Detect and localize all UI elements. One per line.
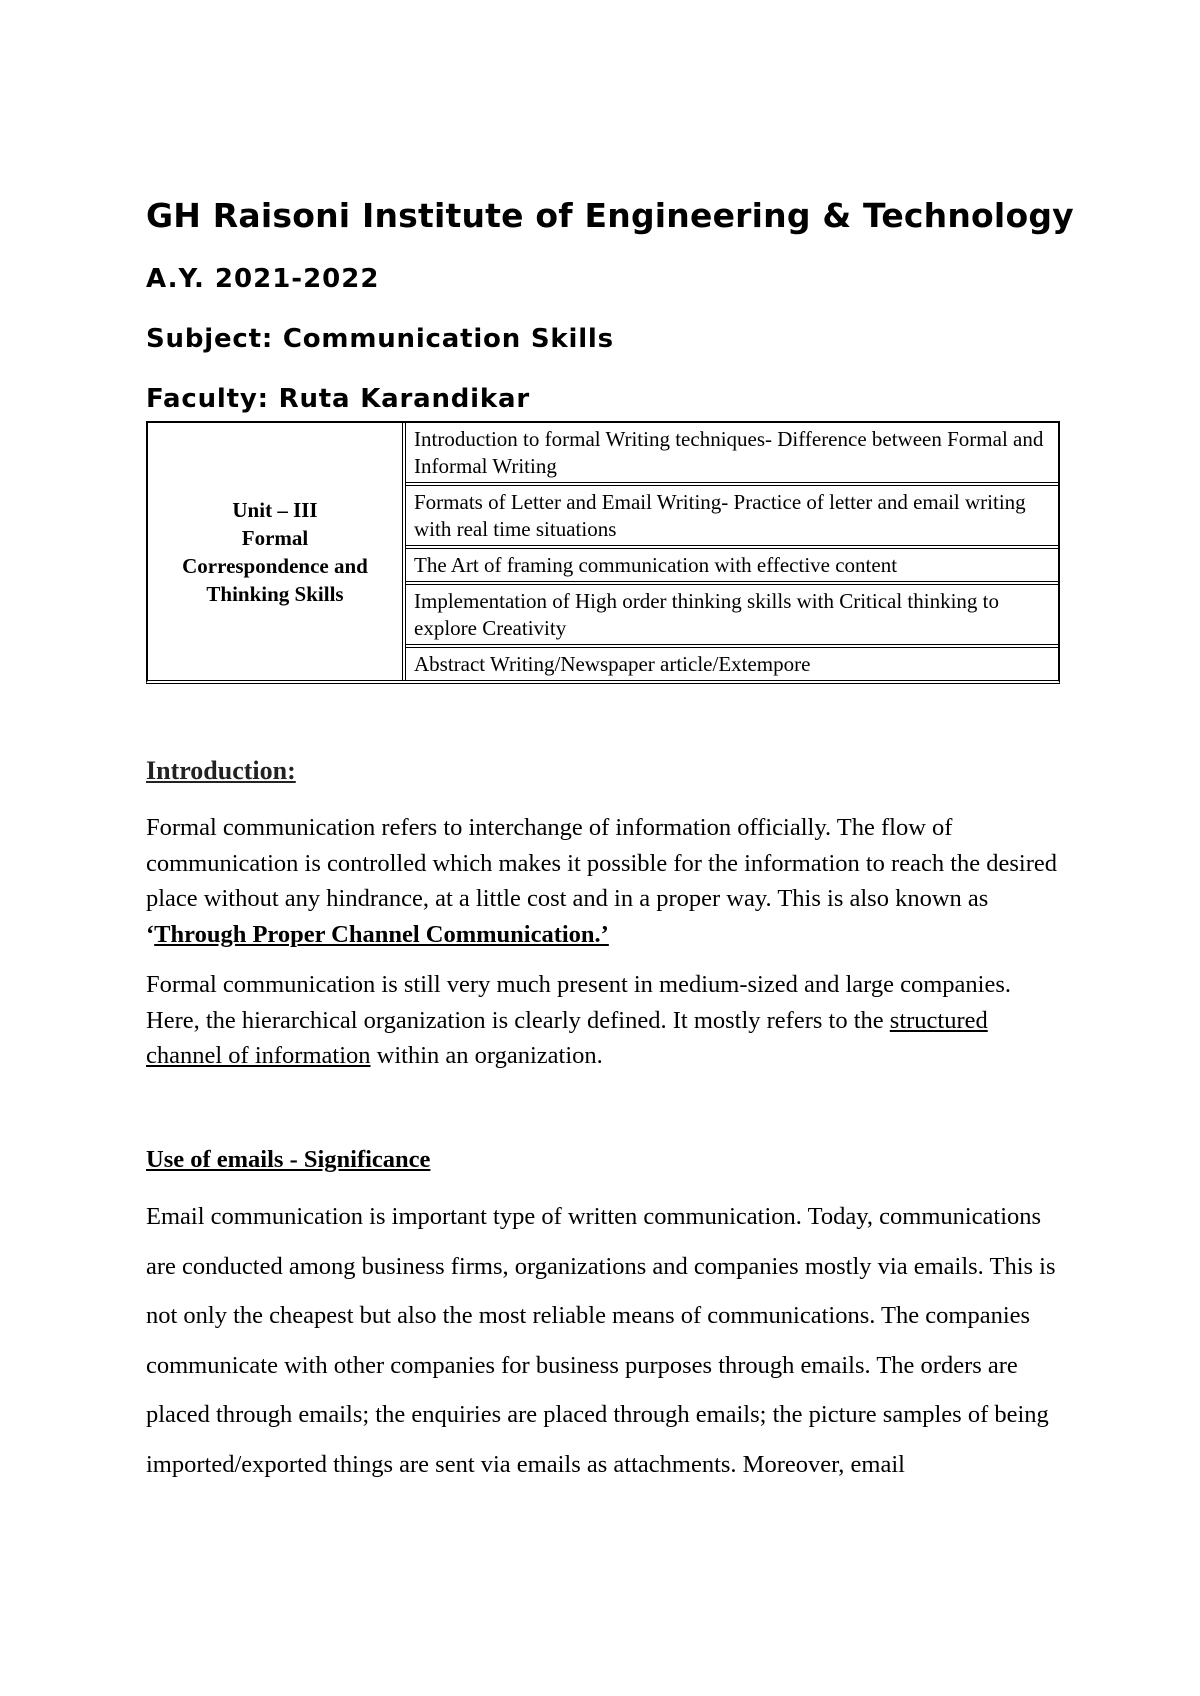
introduction-paragraph-1 — [146, 810, 1066, 952]
paragraph-text: Formal communication is still very much present in medium-sized and large companies. Here, the hierarchical organization is clearly defined. It mostly refers to the — [146, 971, 1012, 1034]
quote-mark: ‘ — [146, 920, 155, 948]
topic-cell: The Art of framing communication with effective content — [406, 549, 1058, 585]
paragraph-text: within an organization. — [370, 1042, 603, 1069]
introduction-paragraph-2 — [146, 967, 1066, 1074]
subject-line: Subject: Communication Skills — [146, 324, 614, 354]
topic-cell: Formats of Letter and Email Writing- Practice of letter and email writing with real time situations — [406, 486, 1058, 549]
table-row — [148, 423, 1058, 486]
academic-year: A.Y. 2021-2022 — [146, 264, 380, 294]
topic-cell: Introduction to formal Writing techniques- Difference between Formal and Informal Writing — [406, 423, 1058, 486]
unit-name-line: Formal — [241, 525, 309, 550]
emails-paragraph: Email communication is important type of written communication. Today, communications are conducted among business firms, organizations and companies mostly via emails. This is not only the cheapest but also the most reliable means of communications. The companies communicate with other companies for business purposes through emails. The orders are placed through emails; the enquiries are placed through emails; the picture samples of being imported/exported things are sent via emails as attachments. Moreover, email — [146, 1203, 1056, 1478]
emails-section-heading: Use of emails - Significance — [146, 1146, 431, 1173]
underlined-phrase: structured channel of information — [146, 1006, 988, 1069]
unit-number: Unit – III — [232, 497, 318, 522]
introduction-heading: Introduction: — [146, 756, 296, 785]
highlight-phrase: Through Proper Channel Communication.’ — [154, 920, 609, 948]
paragraph-text: Formal communication refers to interchange of information officially. The flow of communication is controlled which makes it possible for the information to reach the desired place without any hindrance, at a little cost and in a proper way. This is also known as — [146, 814, 1058, 912]
topic-cell: Abstract Writing/Newspaper article/Extempore — [414, 652, 811, 676]
unit-topics-table — [146, 421, 1060, 684]
unit-name-line: Thinking Skills — [206, 581, 344, 606]
institute-title: GH Raisoni Institute of Engineering & Technology — [146, 196, 1074, 235]
unit-name-line: Correspondence and — [182, 553, 368, 578]
unit-title-cell — [148, 423, 406, 680]
topic-cell: Implementation of High order thinking skills with Critical thinking to explore Creativity — [406, 585, 1058, 648]
faculty-line: Faculty: Ruta Karandikar — [146, 384, 530, 414]
